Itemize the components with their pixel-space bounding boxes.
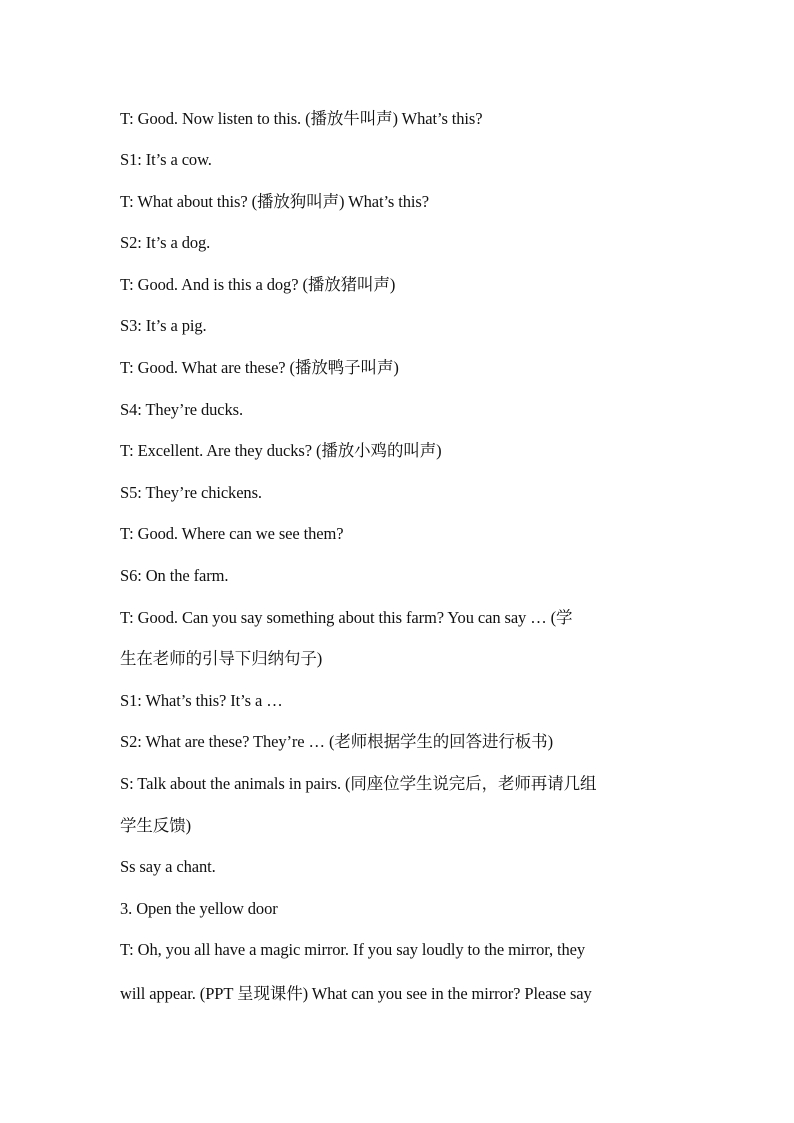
text-line: T: Good. Now listen to this. (播放牛叫声) What’s this? — [120, 109, 483, 128]
text-line: S5: They’re chickens. — [120, 483, 262, 502]
text-line: T: Good. And is this a dog? (播放猪叫声) — [120, 275, 396, 294]
text-line: S6: On the farm. — [120, 566, 229, 585]
text-line: T: What about this? (播放狗叫声) What’s this? — [120, 192, 429, 211]
text-line: S4: They’re ducks. — [120, 400, 243, 419]
text-line: T: Good. What are these? (播放鸭子叫声) — [120, 358, 399, 377]
text-line: Ss say a chant. — [120, 857, 216, 876]
text-line: T: Excellent. Are they ducks? (播放小鸡的叫声) — [120, 441, 442, 460]
section-heading: 3. Open the yellow door — [120, 899, 278, 918]
text-line: T: Good. Can you say something about this farm? You can say … (学 — [120, 608, 573, 627]
text-line: T: Oh, you all have a magic mirror. If you say loudly to the mirror, they — [120, 940, 586, 959]
text-line: 学生反馈) — [120, 816, 191, 835]
text-line: T: Good. Where can we see them? — [120, 524, 344, 543]
text-line: will appear. (PPT 呈现课件) What can you see in the mirror? Please say — [120, 984, 592, 1003]
text-line: S1: It’s a cow. — [120, 150, 212, 169]
text-line: S: Talk about the animals in pairs. (同座位学生说完后，老师再请几组 — [120, 774, 597, 793]
text-line: S3: It’s a pig. — [120, 316, 207, 335]
text-line: S1: What’s this? It’s a … — [120, 691, 283, 710]
text-line: 生在老师的引导下归纳句子) — [120, 649, 323, 668]
text-line: S2: What are these? They’re … (老师根据学生的回答进行板书) — [120, 732, 553, 751]
text-line: S2: It’s a dog. — [120, 233, 211, 252]
